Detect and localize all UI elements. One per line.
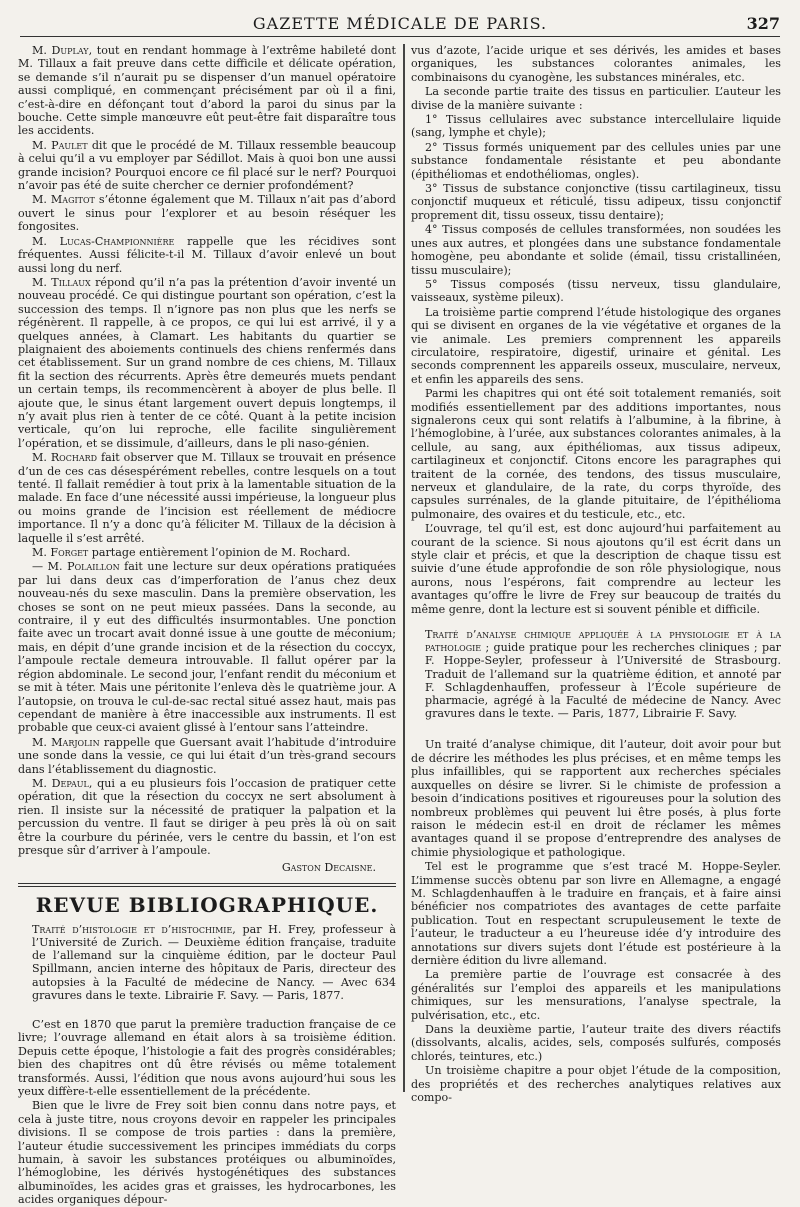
paragraph-text: répond qu’il n’a pas la prétention d’avoir inventé un nouveau procédé. Ce qui distingue pourtant son opération, c’est la succession des temps. Il n’ignore pas non plus que les nerfs se régénèrent. Il rappelle, à ce propos, ce qui lui est arrivé, il y a quelques années, à Clamart. Les habitants du quartier se plaignaient des aboiements continuels des chiens renfermés dans cet établissement. Sur un grand nombre de ces chiens, M. Tillaux fit la section des récurrents. Après être demeurés muets pendant un certain temps, ils recommencèrent à aboyer de plus belle. Il ajoute que, le sinus étant largement ouvert depuis longtemps, il n’y avait plus rien à tenter de ce côté. Quant à la petite incision verticale, qu’on lui reproche, elle facilite singulièrement l’opération, et se dissimule, d’ailleurs, dans le pli naso-génien. bbox=[18, 275, 396, 450]
speaker-name: M. Duplay, bbox=[32, 44, 93, 57]
review-paragraph: Un traité d’analyse chimique, dit l’auteur, doit avoir pour but de décrire les méthodes les plus précises, et en même temps les plus infaillibles, qui se rapportent aux recherches spéciales auxquelles on désire se livrer. Si le chimiste de profession a besoin d’indications positives et rigoureuses pour la solution des nombreux problèmes qui peuvent lui être posés, à plus forte raison le médecin est-il en droit de réclamer les mêmes avantages quand il se propose d’entreprendre des analyses de chimie physiologique et pathologique. bbox=[411, 738, 781, 859]
review-paragraph: vus d’azote, l’acide urique et ses dérivés, les amides et bases organiques, les substances colorantes animales, les combinaisons du cyanogène, les substances minérales, etc. bbox=[411, 44, 781, 84]
review-paragraph: Tel est le programme que s’est tracé M. Hoppe-Seyler. L’immense succès obtenu par son livre en Allemagne, a engagé M. Schlagdenhauffen à le traduire en français, et à faire ainsi bénéficier nos compatriotes des avantages de cette parfaite publication. Tout en respectant scrupuleusement le texte de l’auteur, le traducteur a eu l’heureuse idée d’y introduire des annotations sur divers sujets dont l’étude est postérieure à la dernière édition du livre allemand. bbox=[411, 860, 781, 967]
discussion-paragraph bbox=[18, 235, 396, 275]
speaker-name: M. Tillaux bbox=[32, 275, 91, 289]
discussion-paragraph bbox=[18, 777, 396, 857]
review-continuation bbox=[411, 44, 781, 616]
review-text bbox=[18, 1018, 396, 1207]
discussion-paragraph bbox=[18, 546, 396, 559]
discussion-paragraph bbox=[18, 736, 396, 776]
review-paragraph: La troisième partie comprend l’étude histologique des organes qui se divisent en organes de la vie végétative et organes de la vie animale. Les premiers comprennent les appareils circulatoire, respiratoire, digestif, urinaire et génital. Les seconds comprennent les appareils osseux, musculaire, nerveux, et enfin les appareils des sens. bbox=[411, 305, 781, 386]
paragraph-text: tout en rendant hommage à l’extrême habileté dont M. Tillaux a fait preuve dans cette difficile et délicate opération, se demande s’il n’aurait pu se dispenser d’un manuel opératoire aussi compliqué, en commençant précisément par où il a fini, c’est-à-dire en défonçant tout d’abord la paroi du sinus par la bouche. Cette simple manœuvre eût peut-être fait disparaître tous les accidents. bbox=[18, 44, 396, 138]
review-paragraph: Bien que le livre de Frey soit bien connu dans notre pays, et cela à juste titre, nous croyons devoir en rappeler les principales divisions. Il se compose de trois parties : dans la première, l’auteur étudie successivement les principes immédiats du corps humain, à savoir les substances protéiques ou albuminoïdes, l’hémoglobine, les dérivés hystogénétiques des substances albuminoïdes, les acides gras et graisses, les hydrocarbones, les acides organiques dépour- bbox=[18, 1099, 396, 1207]
discussion-paragraph bbox=[18, 44, 396, 138]
paragraph-text: dit que le procédé de M. Tillaux ressemble beaucoup à celui qu’il a vu employer par Sédillot. Mais à quoi bon une aussi grande incision? Pourquoi encore ce fil placé sur le nerf? Pourquoi n’avoir pas été de suite chercher ce dernier profondément? bbox=[18, 138, 396, 193]
review-text-2 bbox=[411, 738, 781, 1104]
paragraph-text: fait une lecture sur deux opérations pratiquées par lui dans deux cas d’imperforation de l’anus chez deux nouveau-nés du sexe masculin. Dans la première observation, les choses se sont on ne peut mieux passées. Dans la seconde, au contraire, il y eut des difficultés insurmontables. Une ponction faite avec un trocart avait donné issue à une goutte de méconium; mais, en dépit d’une grande incision et de la résection du coccyx, l’ampoule rectale demeura introuvable. Il fallut opérer par la région abdominale. Le second jour, l’enfant rendit du méconium et se mit à téter. Mais une péritonite l’enleva dès le quatrième jour. A l’autopsie, on trouva le cul-de-sac rectal situé assez haut, mais pas cependant de manière à être inaccessible aux instruments. Il est probable que ceux-ci avaient glissé à l’entour sans l’atteindre. bbox=[18, 560, 396, 735]
review-paragraph: Parmi les chapitres qui ont été soit totalement remaniés, soit modifiés essentiellement par des additions importantes, nous signalerons ceux qui sont relatifs à l’albumine, à la fibrine, à l’hémoglobine, à l’urée, aux substances colorantes animales, à la cellule, au sang, aux épithéliomas, aux tissus adipeux, cartilagineux et conjonctif. Citons encore les paragraphes qui traitent de la cornée, des tendons, des tissus musculaire, nerveux et glandulaire, de la rate, du corps thyroïde, des capsules surrénales, de la glande pituitaire, de l’épithélioma pulmonaire, des ovaires et du testicule, etc., etc. bbox=[411, 387, 781, 521]
book-details-2: ; guide pratique pour les recherches cliniques ; par F. Hoppe-Seyler, professeur à l’Université de Strasbourg. Traduit de l’allemand sur la quatrième édition, et annoté par F. Schlagdenhauffen, professeur à l’École supérieure de pharmacie, agrégé à la Faculté de médecine de Nancy. Avec gravures dans le texte. — Paris, 1877, Librairie F. Savy. bbox=[425, 641, 781, 721]
book-reference bbox=[18, 923, 396, 1002]
book-title: Traité d’histologie et d’histochimie, bbox=[32, 922, 236, 936]
book-reference-2 bbox=[411, 628, 781, 720]
section-divider bbox=[18, 883, 396, 887]
page-number: 327 bbox=[746, 14, 780, 33]
journal-title: GAZETTE MÉDICALE DE PARIS. bbox=[252, 14, 548, 33]
review-paragraph: La première partie de l’ouvrage est consacrée à des généralités sur l’emploi des appareils et les manipulations chimiques, sur les mensurations, l’analyse spectrale, la pulvérisation, etc., etc. bbox=[411, 968, 781, 1022]
speaker-name: M. Lucas-Championnière bbox=[32, 234, 175, 248]
book-details: par H. Frey, professeur à l’Université de Zurich. — Deuxième édition française, traduite de l’allemand sur la cinquième édition, par le docteur Paul Spillmann, ancien interne des hôpitaux de Paris, directeur des autopsies à la Faculté de médecine de Nancy. — Avec 634 gravures dans le texte. Librairie F. Savy. — Paris, 1877. bbox=[32, 922, 396, 1002]
right-column bbox=[411, 44, 781, 1105]
paragraph-text: rappelle que Guersant avait l’habitude d’introduire une sonde dans la vessie, ce qui lui était d’un très-grand secours dans l’établissement du diagnostic. bbox=[18, 735, 397, 776]
paragraph-text: rappelle que les récidives sont fréquentes. Aussi félicite-t-il M. Tillaux d’avoir enlevé un bout aussi long du nerf. bbox=[18, 234, 396, 275]
discussion-paragraph bbox=[18, 139, 396, 193]
speaker-name: M. Magitot bbox=[32, 193, 95, 207]
discussion-paragraph bbox=[18, 276, 396, 450]
speaker-name: M. Forget bbox=[32, 546, 89, 560]
page-header bbox=[20, 10, 780, 37]
paragraph-text: s’étonne également que M. Tillaux n’ait pas d’abord ouvert le sinus pour l’explorer et au besoin réséquer les fongosites. bbox=[18, 193, 396, 234]
left-column bbox=[18, 44, 397, 1207]
discussion-section bbox=[18, 44, 396, 857]
speaker-name: M. Depaul, bbox=[32, 776, 93, 790]
author-signature: Gaston Decaisne. bbox=[281, 861, 376, 875]
speaker-name: M. Rochard bbox=[32, 451, 98, 465]
review-paragraph: Un troisième chapitre a pour objet l’étude de la composition, des propriétés et des recherches analytiques relatives aux compo- bbox=[411, 1064, 781, 1105]
speaker-name: — M. Polaillon bbox=[32, 560, 120, 574]
review-paragraph: 2° Tissus formés uniquement par des cellules unies par une substance fondamentale résistante et peu abondante (épithéliomas et endothéliomas, ongles). bbox=[411, 140, 781, 181]
discussion-paragraph bbox=[18, 193, 396, 233]
paragraph-text: qui a eu plusieurs fois l’occasion de pratiquer cette opération, dit que la résection du coccyx ne sert absolument à rien. Il insiste sur la nécessité de pratiquer la palpation et la percussion du ventre. Il faut se diriger à peu près là où on sait être la courbure du périnée, vers le centre du bassin, et l’on est presque sûr d’arriver à l’ampoule. bbox=[18, 776, 396, 857]
speaker-name: M. Marjolin bbox=[32, 735, 100, 749]
review-paragraph: L’ouvrage, tel qu’il est, est donc aujourd’hui parfaitement au courant de la science. Si nous ajoutons qu’il est écrit dans un style clair et précis, et que la description de chaque tissu est suivie d’une étude approfondie de son rôle physiologique, nous aurons, nous l’espérons, fait comprendre au lecteur les avantages qu’offre le livre de Frey sur beaucoup de traités du même genre, dont la lecture est si souvent pénible et difficile. bbox=[411, 522, 781, 616]
speaker-name: M. Paulet bbox=[32, 138, 88, 152]
paragraph-text: fait observer que M. Tillaux se trouvait en présence d’un de ces cas désespérément rebelles, contre lesquels on a tout tenté. Il fallait remédier à tout prix à la lamentable situation de la malade. En face d’une nécessité aussi impérieuse, la longueur plus ou moins grande de l’incision est réellement de médiocre importance. Il n’y a donc qu’à féliciter M. Tillaux de la décision à laquelle il s’est arrêté. bbox=[18, 451, 396, 545]
section-title: REVUE BIBLIOGRAPHIQUE. bbox=[35, 892, 379, 917]
book-title-2: Traité d’analyse chimique appliquée à la physiologie et à la pathologie bbox=[425, 628, 781, 655]
column-rule bbox=[403, 44, 405, 1092]
review-paragraph: 1° Tissus cellulaires avec substance intercellulaire liquide (sang, lymphe et chyle); bbox=[411, 113, 781, 140]
paragraph-text: partage entièrement l’opinion de M. Rochard. bbox=[88, 546, 351, 560]
review-paragraph: 3° Tissus de substance conjonctive (tissu cartilagineux, tissu conjonctif muqueux et réticulé, tissu adipeux, tissu conjonctif proprement dit, tissu osseux, tissu dentaire); bbox=[411, 182, 781, 222]
review-paragraph: Dans la deuxième partie, l’auteur traite des divers réactifs (dissolvants, alcalis, acides, sels, composés sulfurés, composés chlorés, teintures, etc.) bbox=[411, 1023, 781, 1063]
review-paragraph: 5° Tissus composés (tissu nerveux, tissu glandulaire, vaisseaux, système pileux). bbox=[411, 277, 781, 305]
spacer bbox=[411, 730, 781, 738]
review-paragraph: La seconde partie traite des tissus en particulier. L’auteur les divise de la manière suivante : bbox=[411, 85, 781, 112]
discussion-paragraph bbox=[18, 560, 396, 734]
review-paragraph: C’est en 1870 que parut la première traduction française de ce livre; l’ouvrage allemand en était alors à sa troisième édition. Depuis cette époque, l’histologie a fait des progrès considérables; bien des chapitres ont dû être révisés ou même totalement transformés. Aussi, l’édition que nous avons aujourd’hui sous les yeux diffère-t-elle essentiellement de la précédente. bbox=[18, 1018, 396, 1099]
discussion-paragraph bbox=[18, 451, 396, 545]
review-paragraph: 4° Tissus composés de cellules transformées, non soudées les unes aux autres, et plongées dans une substance fondamentale homogène, peu abondante et solide (émail, tissu cristallinéen, tissu musculaire); bbox=[411, 223, 781, 277]
